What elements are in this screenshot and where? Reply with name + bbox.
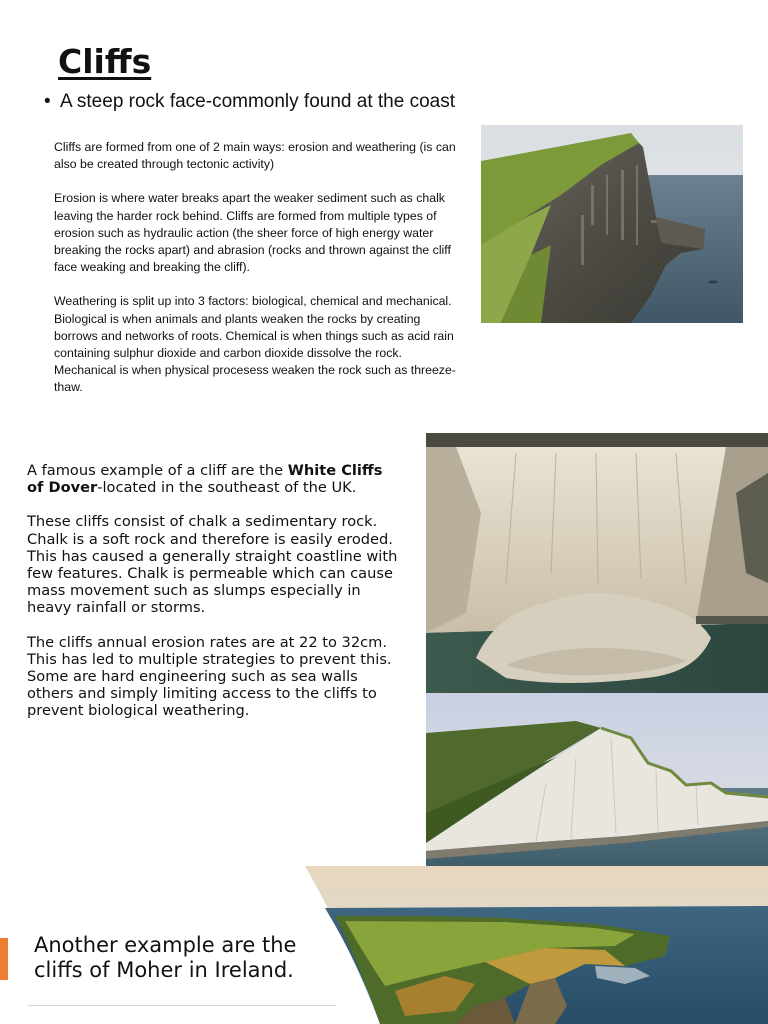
dover-paragraph-1	[27, 462, 402, 496]
dover-location-text: -located in the southeast of the UK.	[97, 479, 357, 497]
cliffs-of-moher-photo	[305, 866, 768, 1024]
divider	[28, 1005, 336, 1006]
chalk-rockfall-photo	[426, 433, 768, 693]
white-cliffs-photo	[426, 693, 768, 866]
dover-paragraph-3: The cliffs annual erosion rates are at 22 to 32cm. This has led to multiple strategies to prevent this. Some are hard engineering such as sea walls others and simply limiting access to the cliffs to prevent biological weathering.	[27, 633, 392, 720]
intro-paragraph-1: Cliffs are formed from one of 2 main ways: erosion and weathering (is can also be created through tectonic activity)	[54, 140, 456, 172]
bullet-icon: •	[44, 91, 51, 112]
page-title: Cliffs	[58, 42, 152, 81]
moher-caption: Another example are the cliffs of Moher in Ireland.	[34, 933, 297, 982]
sea-cliff-photo	[481, 125, 743, 323]
intro-text	[54, 139, 466, 414]
dover-intro-text: A famous example of a cliff are the	[27, 462, 288, 479]
dover-highlight: White Cliffs of Dover	[27, 462, 383, 497]
accent-bar	[0, 938, 8, 980]
bullet-point	[44, 91, 455, 113]
dover-text	[27, 462, 402, 737]
intro-paragraph-2: Erosion is where water breaks apart the weaker sediment such as chalk leaving the harder rock behind. Cliffs are formed from multiple types of erosion such as hydraulic action (the sheer force of high energy water breaking the rocks apart) and abrasion (rocks and thrown against the cliff face weaking and breaking the cliff).	[54, 191, 451, 275]
bullet-text: A steep rock face-commonly found at the coast	[60, 91, 455, 112]
dover-paragraph-2: These cliffs consist of chalk a sedimentary rock. Chalk is a soft rock and therefore is easily eroded. This has caused a generally straight coastline with few features. Chalk is permeable which can cause mass movement such as slumps especially in heavy rainfall or storms.	[27, 513, 398, 617]
intro-paragraph-3: Weathering is split up into 3 factors: biological, chemical and mechanical. Biological is when animals and plants weaken the rocks by creating borrows and networks of roots. Chemical is when things such as acid rain containing sulphur dioxide and carbon dioxide dissolve the rock. Mechanical is when physical procesess weaken the rock such as threeze-thaw.	[54, 294, 456, 395]
